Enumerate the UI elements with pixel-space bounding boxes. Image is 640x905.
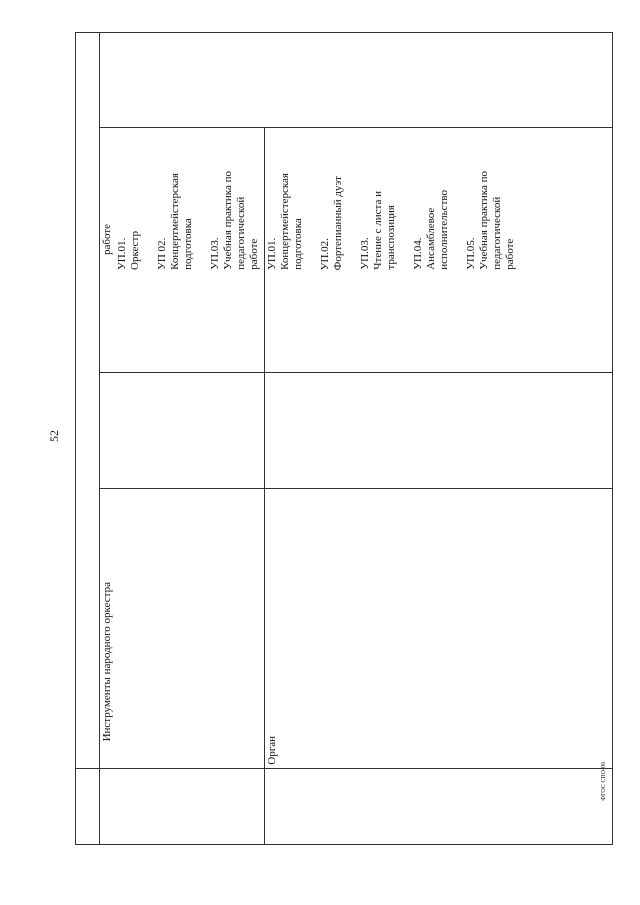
row1-practice-2-line1: Концертмейстерская (169, 173, 181, 270)
row1-specialty: Инструменты народного оркестра (101, 582, 113, 742)
row2-practice-4-line2: исполнительство (438, 190, 450, 270)
row2-practice-5-line3: работе (504, 238, 516, 270)
row1-practice-1-name: Оркестр (129, 231, 141, 270)
row2-practice-1-line1: Концертмейстерская (279, 173, 291, 270)
row2-practice-1-code: УП.01. (266, 237, 278, 270)
table-border-left (75, 32, 76, 845)
row1-practice-3-line2: педагогической (235, 197, 247, 270)
row2-practice-5-line1: Учебная практика по (478, 171, 490, 270)
row1-practice-2-line2: подготовка (182, 218, 194, 270)
row2-practice-1-line2: подготовка (292, 218, 304, 270)
row1-practice-2-code: УП 02. (156, 237, 168, 270)
column-divider-2 (99, 488, 613, 489)
row2-practice-2-name: Фортепианный дуэт (332, 175, 344, 270)
row2-practice-3-line1: Чтение с листа и (372, 191, 384, 270)
column-divider-3 (75, 768, 613, 769)
row2-practice-4-code: УП.04. (412, 237, 424, 270)
row1-practice-3-code: УП.03. (209, 237, 221, 270)
row2-practice-3-line2: транспозиция (385, 205, 397, 270)
row2-practice-5-code: УП.05. (465, 237, 477, 270)
row2-practice-5-line2: педагогической (491, 197, 503, 270)
row1-practice-3-line3: работе (248, 238, 260, 270)
table-border-right (612, 32, 613, 845)
row1-practice-1-code: УП.01. (116, 237, 128, 270)
row1-carryover-text: работе (101, 224, 113, 256)
header-column-divider (99, 32, 100, 845)
row1-practice-3-line1: Учебная практика по (222, 171, 234, 270)
row-divider-1 (264, 127, 265, 845)
row2-practices (266, 130, 612, 270)
row-divider-header (99, 127, 613, 128)
row2-practice-2-code: УП.02. (319, 237, 331, 270)
column-divider-1 (99, 372, 613, 373)
table-border-top (75, 32, 613, 33)
row2-practice-4-line1: Ансамблевое (425, 207, 437, 270)
row1-practices (116, 130, 264, 270)
row2-specialty: Орган (266, 736, 278, 765)
footer-code: ФГОС СПО-06 (601, 762, 607, 801)
row2-practice-3-code: УП.03. (359, 237, 371, 270)
table-border-bottom (75, 844, 613, 845)
page-number: 52 (47, 430, 61, 442)
